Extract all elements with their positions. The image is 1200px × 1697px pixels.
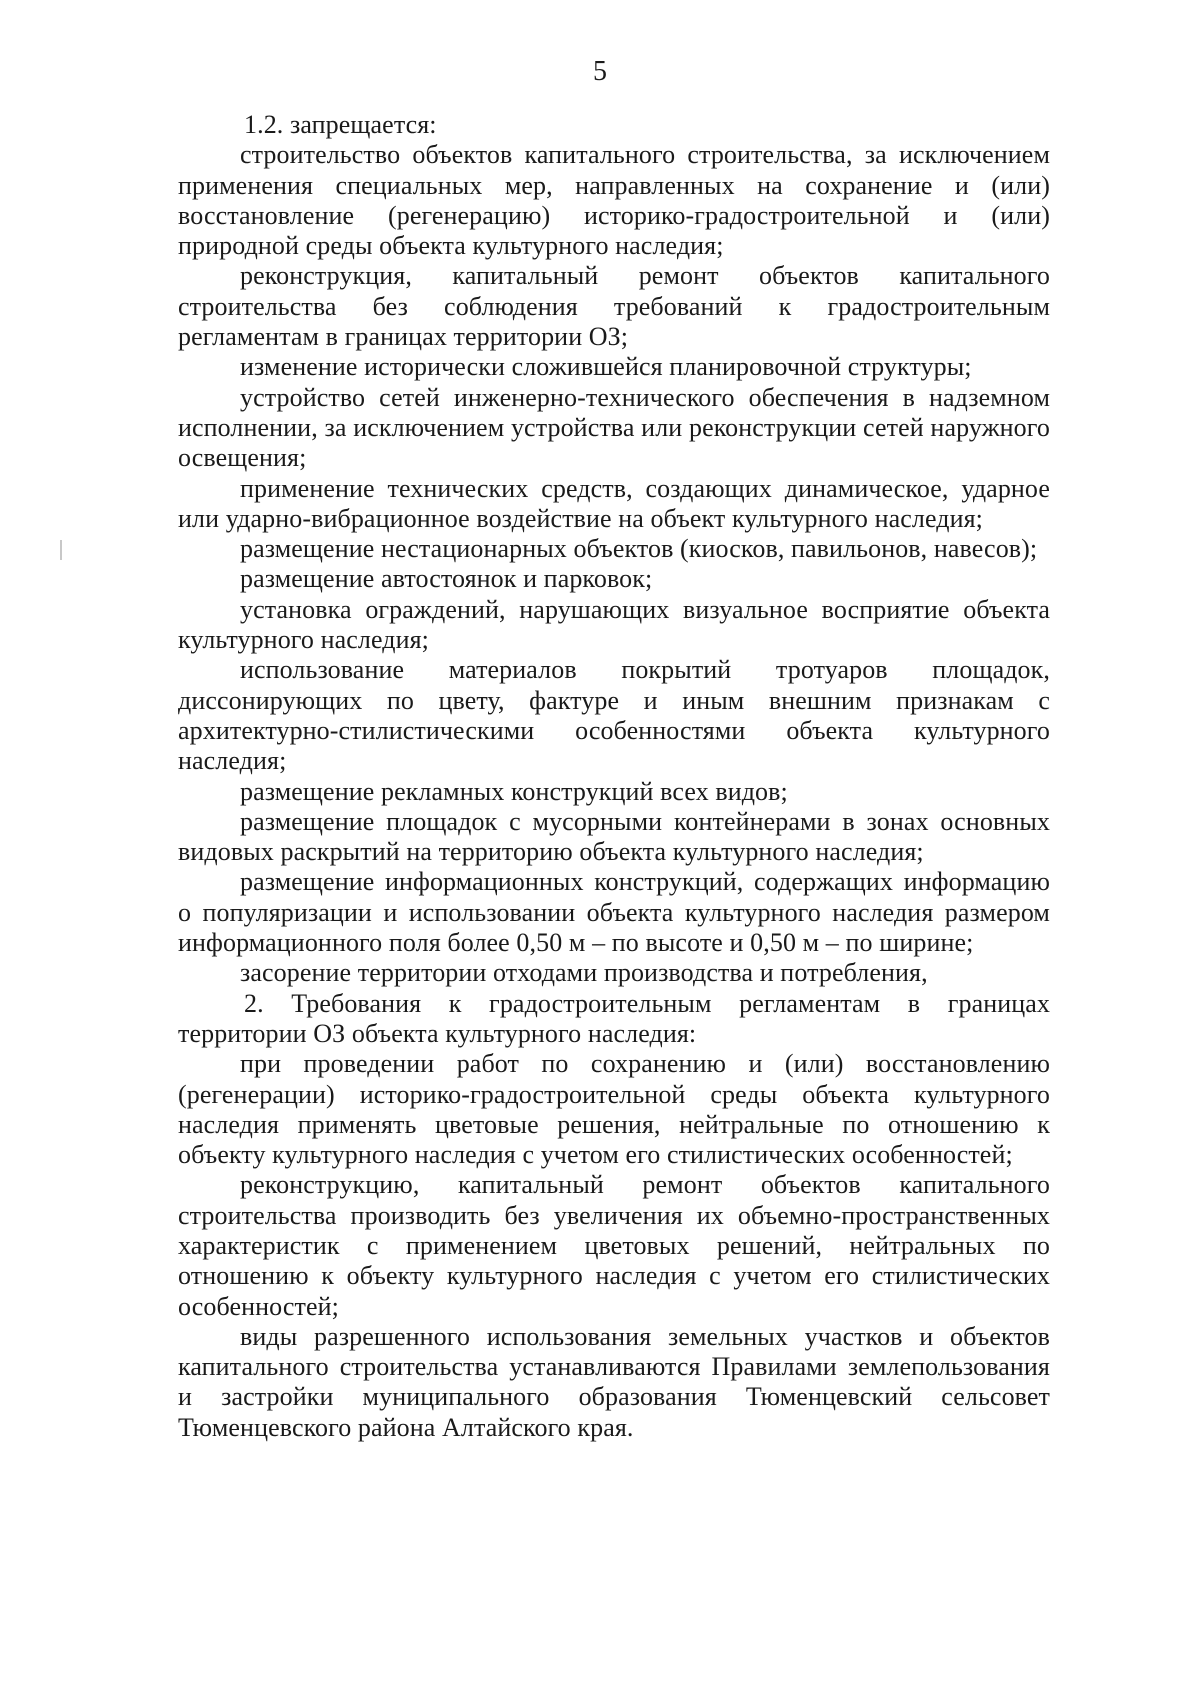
paragraph: применение технических средств, создающих динамическое, ударное или ударно-вибрационное воздействие на объект культурного наследия;: [178, 473, 1050, 533]
paragraph: устройство сетей инженерно-технического обеспечения в надземном исполнении, за исключением устройства или реконструкции сетей наружного освещения;: [178, 382, 1050, 473]
paragraph: размещение нестационарных объектов (киосков, павильонов, навесов);: [240, 534, 1038, 564]
paragraph: при проведении работ по сохранению и (или) восстановлению (регенерации) историко-градостроительной среды объекта культурного наследия применять цветовые решения, нейтральные по отношению к объекту культурного наследия с учетом его стилистических особенностей;: [178, 1049, 1050, 1170]
paragraph: реконструкция, капитальный ремонт объектов капитального строительства без соблюдения требований к градостроительным регламентам в границах территории ОЗ;: [178, 261, 1050, 352]
paragraph: использование материалов покрытий тротуаров площадок, диссонирующих по цвету, фактуре и иным внешним признакам с архитектурно-стилистическими особенностями объекта культурного наследия;: [178, 655, 1050, 776]
paragraph: строительство объектов капитального строительства, за исключением применения специальных мер, направленных на сохранение и (или) восстановление (регенерацию) историко-градостроительной и (или) природной среды объекта культурного наследия;: [178, 140, 1050, 261]
section-heading-prohibited: 1.2. запрещается:: [244, 110, 437, 139]
paragraph: размещение площадок с мусорными контейнерами в зонах основных видовых раскрытий на территорию объекта культурного наследия;: [178, 806, 1050, 867]
document-body: [178, 110, 1050, 1443]
page-number: 5: [593, 56, 607, 87]
section-heading-requirements: 2. Требования к градостроительным регламентам в границах территории ОЗ объекта культурного наследия:: [178, 988, 1050, 1048]
paragraph: засорение территории отходами производства и потребления,: [240, 958, 928, 988]
paragraph: установка ограждений, нарушающих визуальное восприятие объекта культурного наследия;: [178, 594, 1050, 655]
paragraph: виды разрешенного использования земельных участков и объектов капитального строительства устанавливаются Правилами землепользования и застройки муниципального образования Тюменцевский сельсовет Тюменцевского района Алтайского края.: [178, 1321, 1050, 1442]
scan-margin-mark: [60, 540, 62, 560]
paragraph: реконструкцию, капитальный ремонт объектов капитального строительства производить без увеличения их объемно-пространственных характеристик с применением цветовых решений, нейтральных по отношению к объекту культурного наследия с учетом его стилистических особенностей;: [178, 1170, 1050, 1321]
paragraph: размещение автостоянок и парковок;: [240, 564, 653, 594]
paragraph: размещение информационных конструкций, содержащих информацию о популяризации и использовании объекта культурного наследия размером информационного поля более 0,50 м – по высоте и 0,50 м – по ширине;: [178, 867, 1050, 958]
paragraph: размещение рекламных конструкций всех видов;: [240, 776, 788, 806]
paragraph: изменение исторически сложившейся планировочной структуры;: [240, 352, 972, 382]
